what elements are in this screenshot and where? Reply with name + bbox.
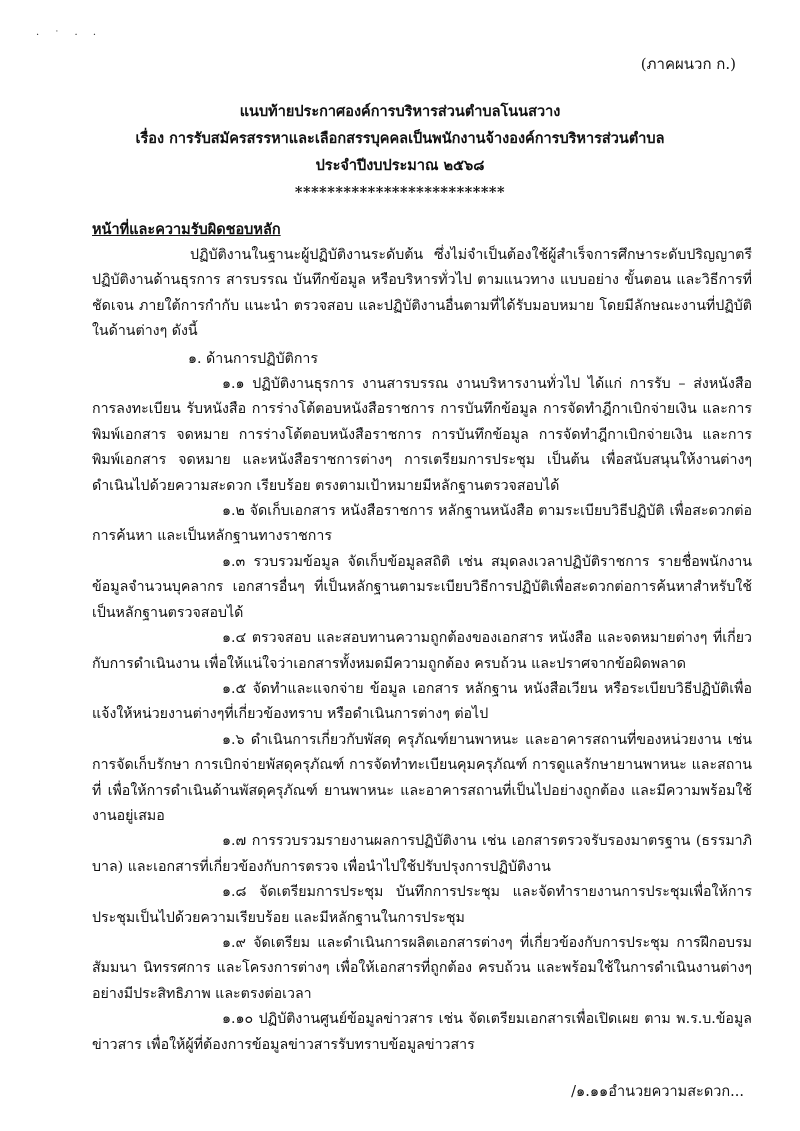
scan-specks: · ˙ · · <box>36 30 103 41</box>
annex-label: (ภาคผนวก ก.) <box>640 55 736 73</box>
list-item: ๑.๑ ปฏิบัติงานธุรการ งานสารบรรณ งานบริหารงานทั่วไป ได้แก่ การรับ – ส่งหนังสือ การลงทะเบียน รับหนังสือ การร่างโต้ตอบหนังสือราชการ การบันทึกข้อมูล การจัดทำฎีกาเบิกจ่ายเงิน และการพิมพ์เอกสาร จดหมาย การร่างโต้ตอบหนังสือราชการ การบันทึกข้อมูล การจัดทำฎีกาเบิกจ่ายเงิน และการพิมพ์เอกสาร จดหมาย และหนังสือราชการต่างๆ การเตรียมการประชุม เป็นต้น เพื่อสนับสนุนให้งานต่างๆ ดำเนินไปด้วยความสะดวก เรียบร้อย ตรงตามเป้าหมายมีหลักฐานตรวจสอบได้ <box>92 376 752 494</box>
document-header <box>0 98 800 206</box>
intro-paragraph: ปฏิบัติงานในฐานะผู้ปฏิบัติงานระดับต้น ซึ่งไม่จำเป็นต้องใช้ผู้สำเร็จการศึกษาระดับปริญญาตรี ปฏิบัติงานด้านธุรการ สารบรรณ บันทึกข้อมูล หรือบริหารทั่วไป ตามแนวทาง แบบอย่าง ขั้นตอน และวิธีการที่ชัดเจน ภายใต้การกำกับ แนะนำ ตรวจสอบ และปฏิบัติงานอื่นตามที่ได้รับมอบหมาย โดยมีลักษณะงานที่ปฏิบัติในด้านต่างๆ ดังนี้ <box>92 247 752 340</box>
list-item: ๑.๗ การรวบรวมรายงานผลการปฏิบัติงาน เช่น เอกสารตรวจรับรองมาตรฐาน (ธรรมาภิบาล) และเอกสารที่เกี่ยวข้องกับการตรวจ เพื่อนำไปใช้ปรับปรุงการปฏิบัติงาน <box>92 833 752 875</box>
continuation-note: /๑.๑๑อำนวยความสะดวก... <box>571 1084 744 1100</box>
header-line-3: ประจำปีงบประมาณ ๒๕๖๘ <box>315 157 485 174</box>
header-line-2: เรื่อง การรับสมัครสรรหาและเลือกสรรบุคคลเป็นพนักงานจ้างองค์การบริหารส่วนตำบล <box>135 130 665 147</box>
list-item: ๑.๘ จัดเตรียมการประชุม บันทึกการประชุม และจัดทำรายงานการประชุมเพื่อให้การประชุมเป็นไปด้วยความเรียบร้อย และมีหลักฐานในการประชุม <box>92 884 752 926</box>
header-line-1: แนบท้ายประกาศองค์การบริหารส่วนตำบลโนนสวาง <box>239 103 561 120</box>
header-stars: ************************** <box>294 184 506 201</box>
list-item: ๑.๓ รวบรวมข้อมูล จัดเก็บข้อมูลสถิติ เช่น สมุดลงเวลาปฏิบัติราชการ รายชื่อพนักงาน ข้อมูลจำนวนบุคลากร เอกสารอื่นๆ ที่เป็นหลักฐานตามระเบียบวิธีการปฏิบัติเพื่อสะดวกต่อการค้นหาสำหรับใช้เป็นหลักฐานตรวจสอบได้ <box>92 553 752 621</box>
document-body <box>92 243 752 1058</box>
list-item: ๑.๑๐ ปฏิบัติงานศูนย์ข้อมูลข่าวสาร เช่น จัดเตรียมเอกสารเพื่อเปิดเผย ตาม พ.ร.บ.ข้อมูลข่าวสาร เพื่อให้ผู้ที่ต้องการข้อมูลข่าวสารรับทราบข้อมูลข่าวสาร <box>92 1011 752 1053</box>
list-item: ๑.๔ ตรวจสอบ และสอบทานความถูกต้องของเอกสาร หนังสือ และจดหมายต่างๆ ที่เกี่ยวกับการดำเนินงาน เพื่อให้แน่ใจว่าเอกสารทั้งหมดมีความถูกต้อง ครบถ้วน และปราศจากข้อผิดพลาด <box>92 630 752 672</box>
heading-operations: ๑. ด้านการปฏิบัติการ <box>188 350 319 367</box>
section-title: หน้าที่และความรับผิดชอบหลัก <box>92 221 281 238</box>
list-item: ๑.๕ จัดทำและแจกจ่าย ข้อมูล เอกสาร หลักฐาน หนังสือเวียน หรือระเบียบวิธีปฏิบัติเพื่อแจ้งให้หน่วยงานต่างๆที่เกี่ยวข้องทราบ หรือดำเนินการต่างๆ ต่อไป <box>92 680 752 723</box>
list-item: ๑.๖ ดำเนินการเกี่ยวกับพัสดุ ครุภัณฑ์ยานพาหนะ และอาคารสถานที่ของหน่วยงาน เช่น การจัดเก็บรักษา การเบิกจ่ายพัสดุครุภัณฑ์ การจัดทำทะเบียนคุมครุภัณฑ์ การดูแลรักษายานพาหนะ และสถานที่ เพื่อให้การดำเนินด้านพัสดุครุภัณฑ์ ยานพาหนะ และอาคารสถานที่เป็นไปอย่างถูกต้อง และมีความพร้อมใช้งานอยู่เสมอ <box>92 731 752 824</box>
list-item: ๑.๒ จัดเก็บเอกสาร หนังสือราชการ หลักฐานหนังสือ ตามระเบียบวิธีปฏิบัติ เพื่อสะดวกต่อการค้นหา และเป็นหลักฐานทางราชการ <box>92 503 752 545</box>
list-item: ๑.๙ จัดเตรียม และดำเนินการผลิตเอกสารต่างๆ ที่เกี่ยวข้องกับการประชุม การฝึกอบรม สัมมนา นิทรรศการ และโครงการต่างๆ เพื่อให้เอกสารที่ถูกต้อง ครบถ้วน และพร้อมใช้ในการดำเนินงานต่างๆ อย่างมีประสิทธิภาพ และตรงต่อเวลา <box>92 934 752 1002</box>
